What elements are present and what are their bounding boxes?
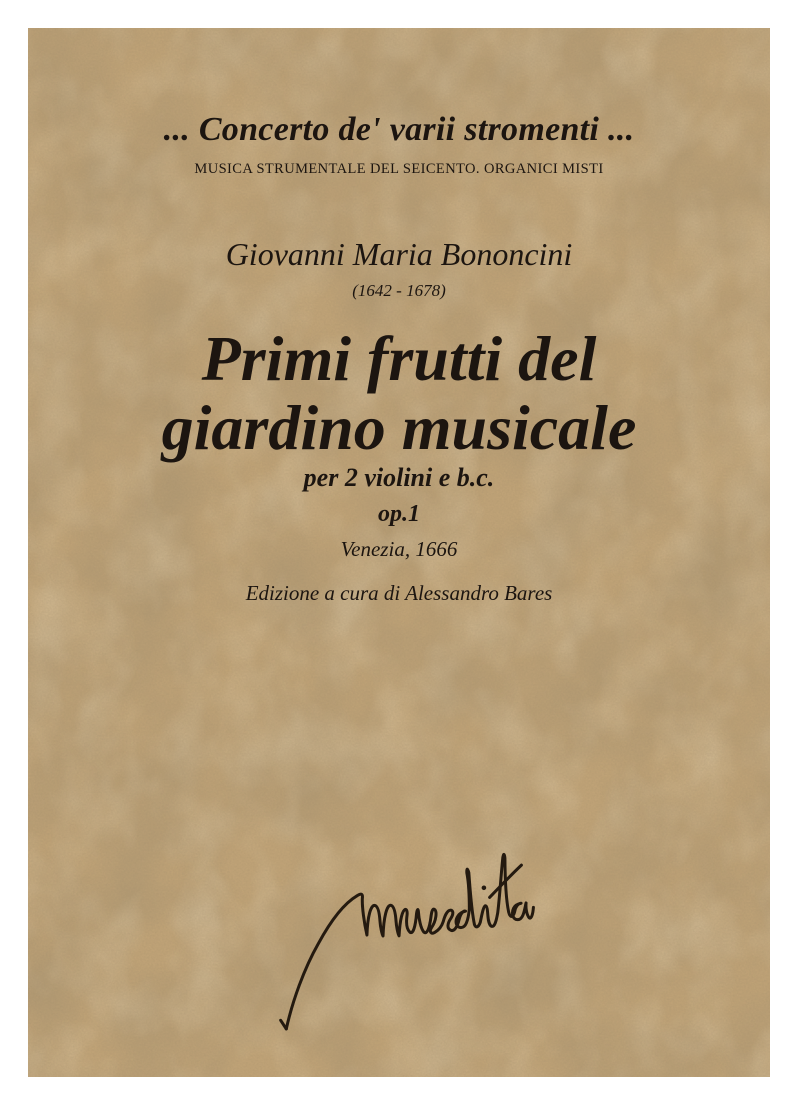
signature-main-stroke	[275, 853, 540, 1029]
edition-credit: Edizione a cura di Alessandro Bares	[245, 581, 553, 605]
work-title-line1: Primi frutti del	[201, 323, 597, 394]
scoring: per 2 violini e b.c.	[303, 463, 495, 492]
series-subtitle: MUSICA STRUMENTALE DEL SEICENTO. ORGANICI MISTI	[194, 161, 604, 177]
paper	[28, 28, 770, 1077]
series-title: ... Concerto de' varii stromenti ...	[163, 111, 635, 148]
musedita-logo	[268, 846, 558, 1041]
composer-name: Giovanni Maria Bononcini	[225, 236, 573, 272]
opus-number: op.1	[378, 501, 420, 527]
place-year: Venezia, 1666	[340, 537, 458, 561]
work-title-line2: giardino musicale	[161, 392, 637, 463]
signature-i-dot	[481, 885, 486, 890]
work-title	[28, 324, 770, 462]
signature-tail-barb	[281, 1020, 287, 1029]
signature-strokes	[270, 853, 540, 1030]
composer-dates: (1642 - 1678)	[352, 281, 446, 300]
